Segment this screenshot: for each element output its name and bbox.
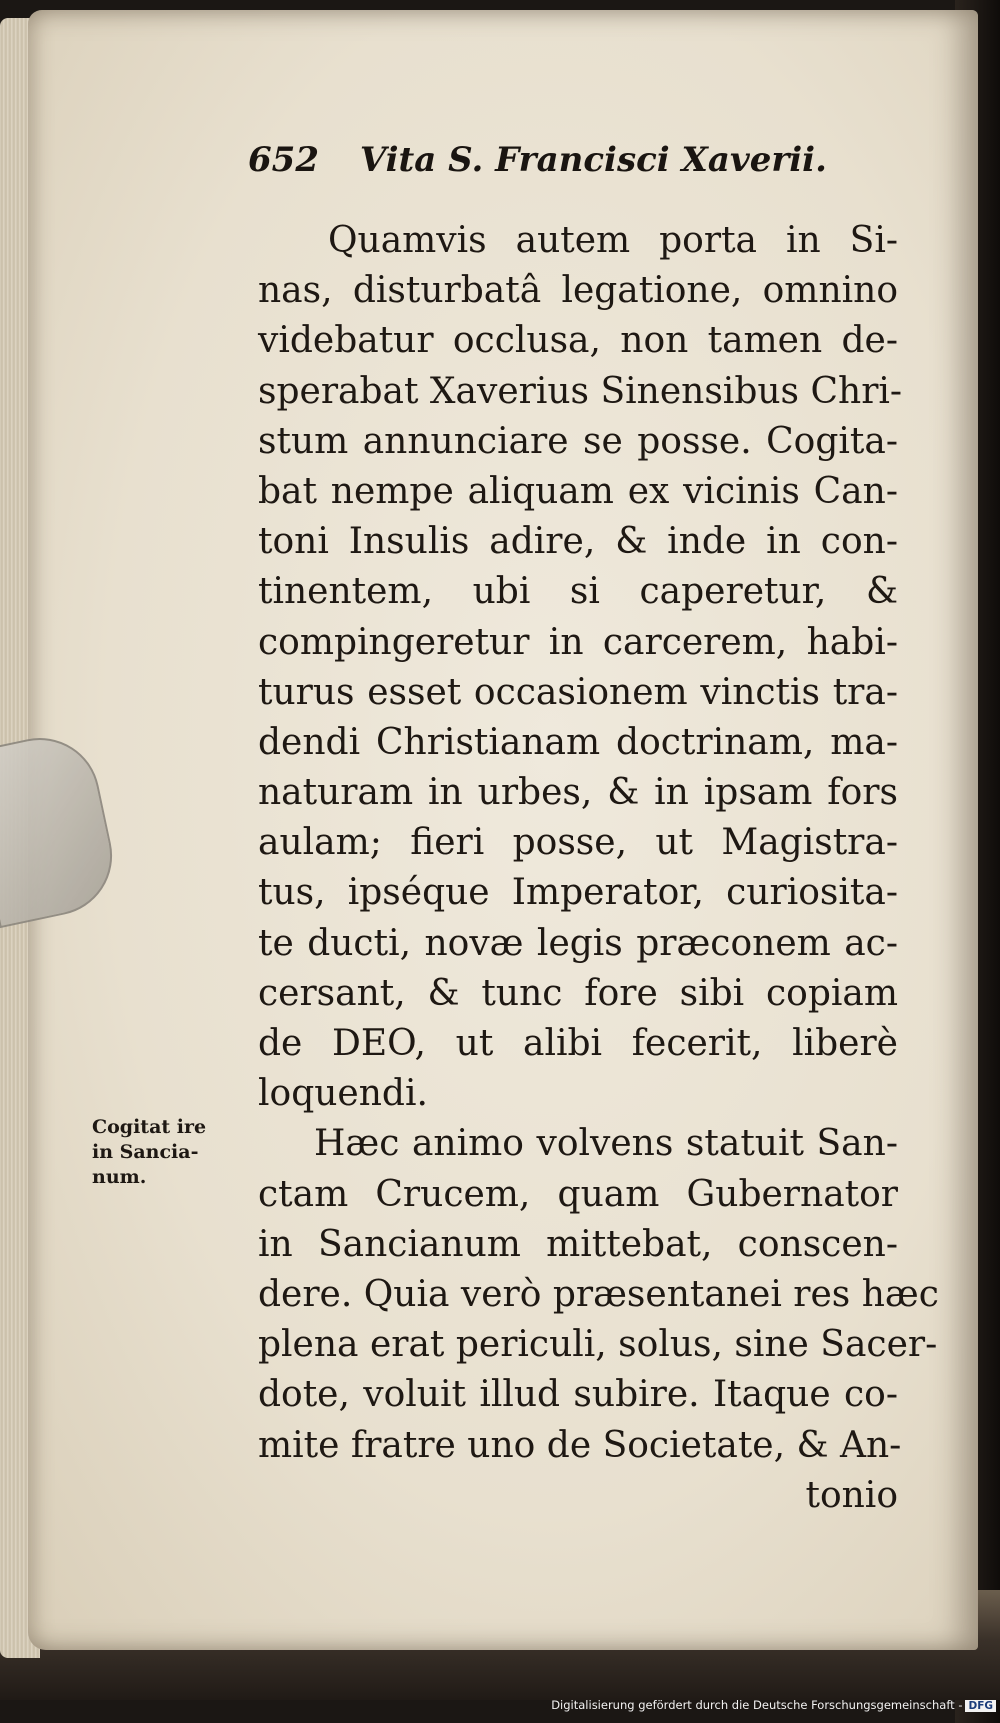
text-line: aulam; fieri posse, ut Magistra-: [258, 822, 898, 864]
text-line: dendi Christianam doctrinam, ma-: [258, 721, 898, 763]
margin-note: [92, 1115, 262, 1190]
text-line: turus esset occasionem vinctis tra-: [258, 671, 898, 713]
margin-note-line: in Sancia-: [92, 1141, 199, 1163]
digitization-credit: [540, 1698, 996, 1720]
text-line: loquendi.: [258, 1073, 428, 1115]
text-line: plena erat periculi, solus, sine Sacer-: [258, 1324, 938, 1366]
running-title: Vita S. Francisci Xaverii.: [359, 140, 827, 180]
text-line: sperabat Xaverius Sinensibus Chri-: [258, 370, 903, 412]
text-line: mite fratre uno de Societate, & An-: [258, 1424, 902, 1466]
text-line: stum annunciare se posse. Cogita-: [258, 420, 898, 462]
text-line: toni Insulis adire, & inde in con-: [258, 521, 898, 563]
text-line: compingeretur in carcerem, habi-: [258, 621, 898, 663]
text-line: dote, voluit illud subire. Itaque co-: [258, 1374, 898, 1416]
credit-text: Digitalisierung gefördert durch die Deutsche Forschungsgemeinschaft -: [551, 1698, 963, 1712]
text-line: tus, ipséque Imperator, curiosita-: [258, 872, 898, 914]
text-line: videbatur occlusa, non tamen de-: [258, 320, 898, 362]
body-text: [258, 216, 939, 1521]
text-line: dere. Quia verò præsentanei res hæc: [258, 1273, 939, 1315]
text-line: de DEO, ut alibi fecerit, liberè: [258, 1023, 898, 1064]
text-line: naturam in urbes, & in ipsam fors: [258, 772, 898, 814]
margin-note-line: num.: [92, 1166, 147, 1188]
text-line: ctam Crucem, quam Gubernator: [258, 1173, 898, 1215]
text-line: bat nempe aliquam ex vicinis Can-: [258, 470, 898, 512]
dfg-logo: DFG: [965, 1700, 996, 1712]
text-line: cersant, & tunc fore sibi copiam: [258, 972, 898, 1014]
text-line: Hæc animo volvens statuit San-: [314, 1123, 898, 1165]
text-line: te ducti, novæ legis præconem ac-: [258, 922, 898, 964]
margin-note-line: Cogitat ire: [92, 1116, 207, 1138]
text-line: in Sancianum mittebat, conscen-: [258, 1223, 898, 1265]
catchword: tonio: [805, 1474, 898, 1516]
text-line: tinentem, ubi si caperetur, &: [258, 571, 898, 613]
text-line: Quamvis autem porta in Si-: [328, 220, 898, 261]
page-number: 652: [248, 140, 319, 180]
text-line: nas, disturbatâ legatione, omnino: [258, 270, 898, 312]
running-head: [248, 140, 848, 190]
